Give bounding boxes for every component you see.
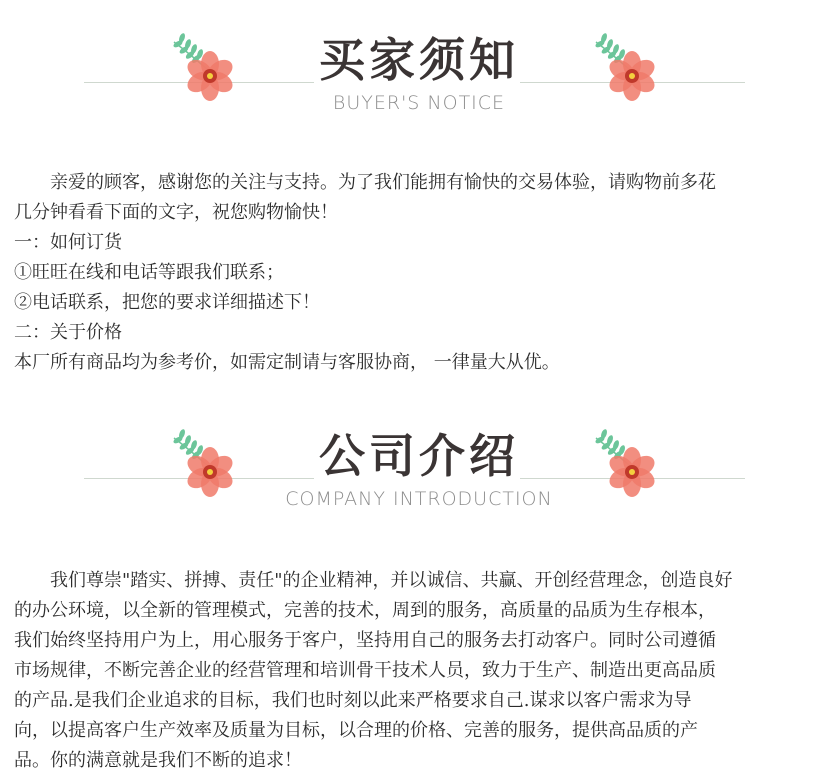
intro-line: 的办公环境，以全新的管理模式，完善的技术，周到的服务，高质量的品质为生存根本， — [14, 600, 716, 621]
flower-icon — [160, 24, 240, 104]
section-subtitle: COMPANY INTRODUCTION — [285, 488, 553, 510]
buyer-notice-text — [14, 168, 826, 378]
notice-line: 几分钟看看下面的文字，祝您购物愉快！ — [14, 202, 338, 223]
flower-icon — [582, 420, 662, 500]
intro-line: 市场规律，不断完善企业的经营管理和培训骨干技术人员，致力于生产、制造出更高品质 — [14, 660, 716, 681]
section-subtitle: BUYER'S NOTICE — [332, 92, 506, 114]
flower-icon — [582, 24, 662, 104]
company-intro-text — [14, 566, 826, 776]
notice-line: 一：如何订货 — [14, 232, 122, 253]
intro-line: 我们始终坚持用户为上，用心服务于客户，坚持用自己的服务去打动客户。同时公司遵循 — [14, 630, 716, 651]
intro-line: 的产品.是我们企业追求的目标，我们也时刻以此来严格要求自己.谋求以客户需求为导 — [14, 690, 692, 711]
notice-line: 二：关于价格 — [14, 322, 122, 343]
notice-line: ①旺旺在线和电话等跟我们联系； — [14, 262, 284, 283]
section-title: 公司介绍 — [319, 429, 519, 483]
notice-line: ②电话联系，把您的要求详细描述下！ — [14, 292, 320, 313]
company-intro-header — [0, 414, 838, 534]
flower-icon — [160, 420, 240, 500]
notice-line: 本厂所有商品均为参考价，如需定制请与客服协商， 一律量大从优。 — [14, 352, 560, 373]
intro-line: 品。你的满意就是我们不断的追求！ — [14, 750, 302, 771]
intro-line: 我们尊崇"踏实、拼搏、责任"的企业精神，并以诚信、共赢、开创经营理念，创造良好 — [14, 570, 733, 591]
intro-line: 向，以提高客户生产效率及质量为目标，以合理的价格、完善的服务，提供高品质的产 — [14, 720, 698, 741]
buyer-notice-header — [0, 18, 838, 138]
notice-line: 亲爱的顾客，感谢您的关注与支持。为了我们能拥有愉快的交易体验，请购物前多花 — [14, 172, 716, 193]
section-title: 买家须知 — [319, 33, 519, 87]
